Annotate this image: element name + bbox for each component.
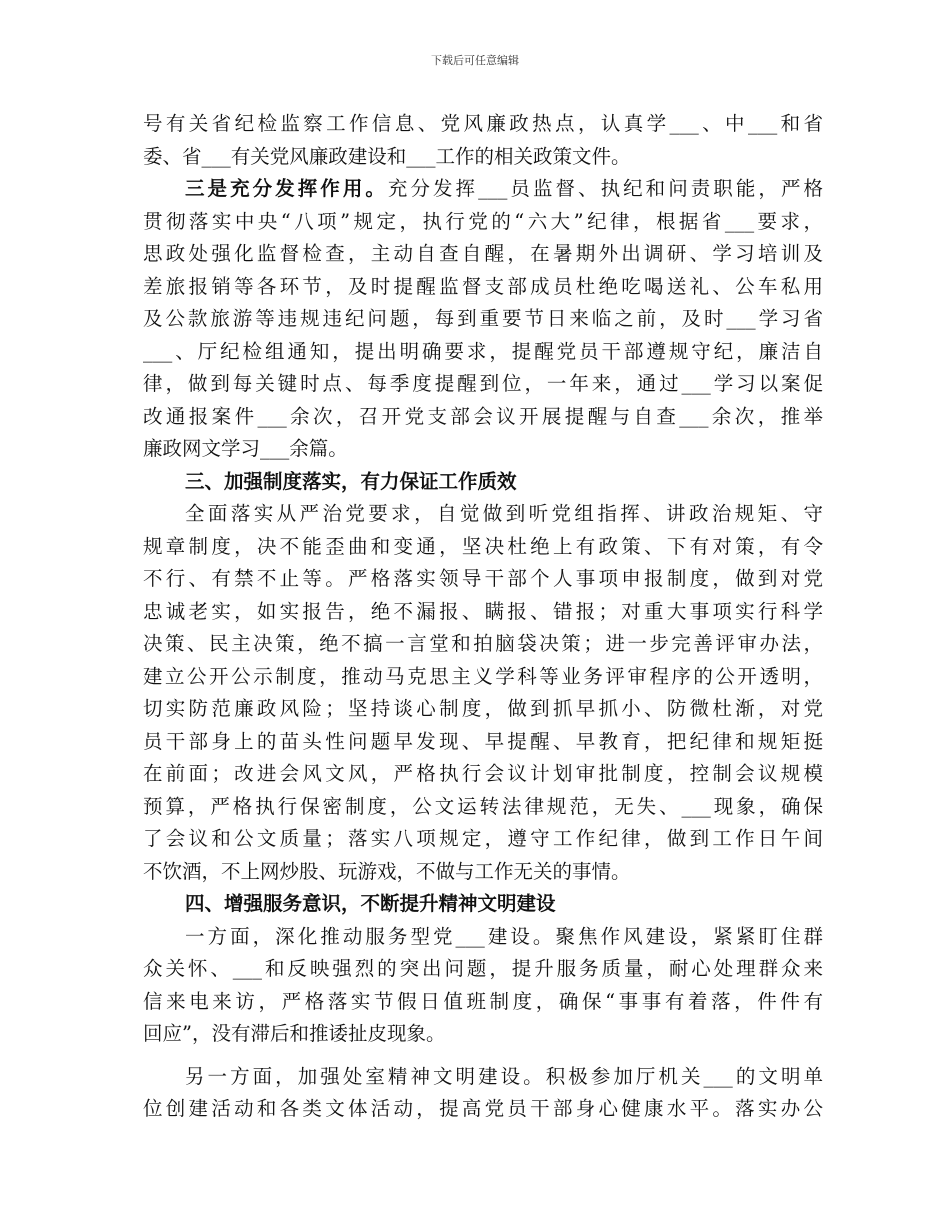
section-heading: 四、增强服务意识，不断提升精神文明建设 [185, 892, 556, 915]
paragraph-line: 忠诚老实，如实报告，绝不漏报、瞒报、错报；对重大事项实行科学 [143, 599, 823, 623]
paragraph-line: 一方面，深化推动服务型党___建设。聚焦作风建设，紧紧盯住群 [185, 924, 823, 948]
paragraph-line: 改通报案件___余次，召开党支部会议开展提醒与自查___余次，推举 [143, 404, 823, 428]
paragraph-line: 不行、有禁不止等。严格落实领导干部个人事项申报制度，做到对党 [143, 567, 823, 590]
paragraph-line: 预算，严格执行保密制度，公文运转法律规范，无失、___现象，确保 [143, 794, 823, 818]
paragraph-line: 差旅报销等各环节，及时提醒监督支部成员杜绝吃喝送礼、公车私用 [143, 274, 823, 298]
paragraph-line: 信来电来访，严格落实节假日值班制度，确保“事事有着落，件件有 [143, 989, 823, 1013]
paragraph-line: ___、厅纪检组通知，提出明确要求，提醒党员干部遵规守纪，廉洁自 [143, 339, 823, 363]
paragraph-line: 规章制度，决不能歪曲和变通，坚决杜绝上有政策、下有对策，有令 [143, 534, 823, 558]
paragraph-line: 贯彻落实中央“八项”规定，执行党的“六大”纪律，根据省___要求， [143, 209, 823, 233]
paragraph-line: 建立公开公示制度，推动马克思主义学科等业务评审程序的公开透明， [143, 664, 823, 688]
paragraph-line: 全面落实从严治党要求，自觉做到听党组指挥、讲政治规矩、守 [185, 502, 823, 525]
paragraph-line: 委、省___有关党风廉政建设和___工作的相关政策文件。 [143, 144, 631, 168]
paragraph-line: 切实防范廉政风险；坚持谈心制度，做到抓早抓小、防微杜渐，对党 [143, 697, 823, 720]
paragraph-gap [143, 1051, 823, 1061]
paragraph-text: 充分发挥___员监督、执纪和问责职能，严格 [387, 177, 823, 200]
paragraph-line: 员干部身上的苗头性问题早发现、早提醒、早教育，把纪律和规矩挺 [143, 729, 823, 753]
paragraph-line: 位创建活动和各类文体活动，提高党员干部身心健康水平。落实办公 [143, 1097, 823, 1120]
document-body [143, 108, 823, 1126]
paragraph-line: 另一方面，加强处室精神文明建设。积极参加厅机关___的文明单 [185, 1064, 823, 1088]
section-heading: 三、加强制度落实，有力保证工作质效 [185, 469, 517, 493]
paragraph-line: 不饮酒，不上网炒股、玩游戏，不做与工作无关的事情。 [143, 859, 631, 883]
paragraph-line: 号有关省纪检监察工作信息、党风廉政热点，认真学___、中___和省 [143, 112, 823, 135]
paragraph-line: 在前面；改进会风文风，严格执行会议计划审批制度，控制会议规模 [143, 762, 823, 785]
paragraph-line: 了会议和公文质量；落实八项规定，遵守工作纪律，做到工作日午间 [143, 827, 823, 850]
paragraph-line: 众关怀、___和反映强烈的突出问题，提升服务质量，耐心处理群众来 [143, 957, 823, 980]
page-header: 下载后可任意编辑 [431, 54, 519, 67]
bold-lead: 三是充分发挥作用。 [185, 177, 388, 200]
paragraph-line: 廉政网文学习___余篇。 [143, 437, 348, 460]
paragraph-line: 律，做到每关键时点、每季度提醒到位，一年来，通过___学习以案促 [143, 372, 823, 395]
paragraph-line: 决策、民主决策，绝不搞一言堂和拍脑袋决策；进一步完善评审办法， [143, 632, 823, 655]
paragraph-line: 思政处强化监督检查，主动自查自醒，在暑期外出调研、学习培训及 [143, 242, 823, 265]
paragraph-line [143, 173, 823, 206]
paragraph-line: 回应”，没有滞后和推诿扯皮现象。 [143, 1022, 446, 1045]
paragraph-line: 及公款旅游等违规违纪问题，每到重要节日来临之前，及时___学习省 [143, 307, 823, 330]
